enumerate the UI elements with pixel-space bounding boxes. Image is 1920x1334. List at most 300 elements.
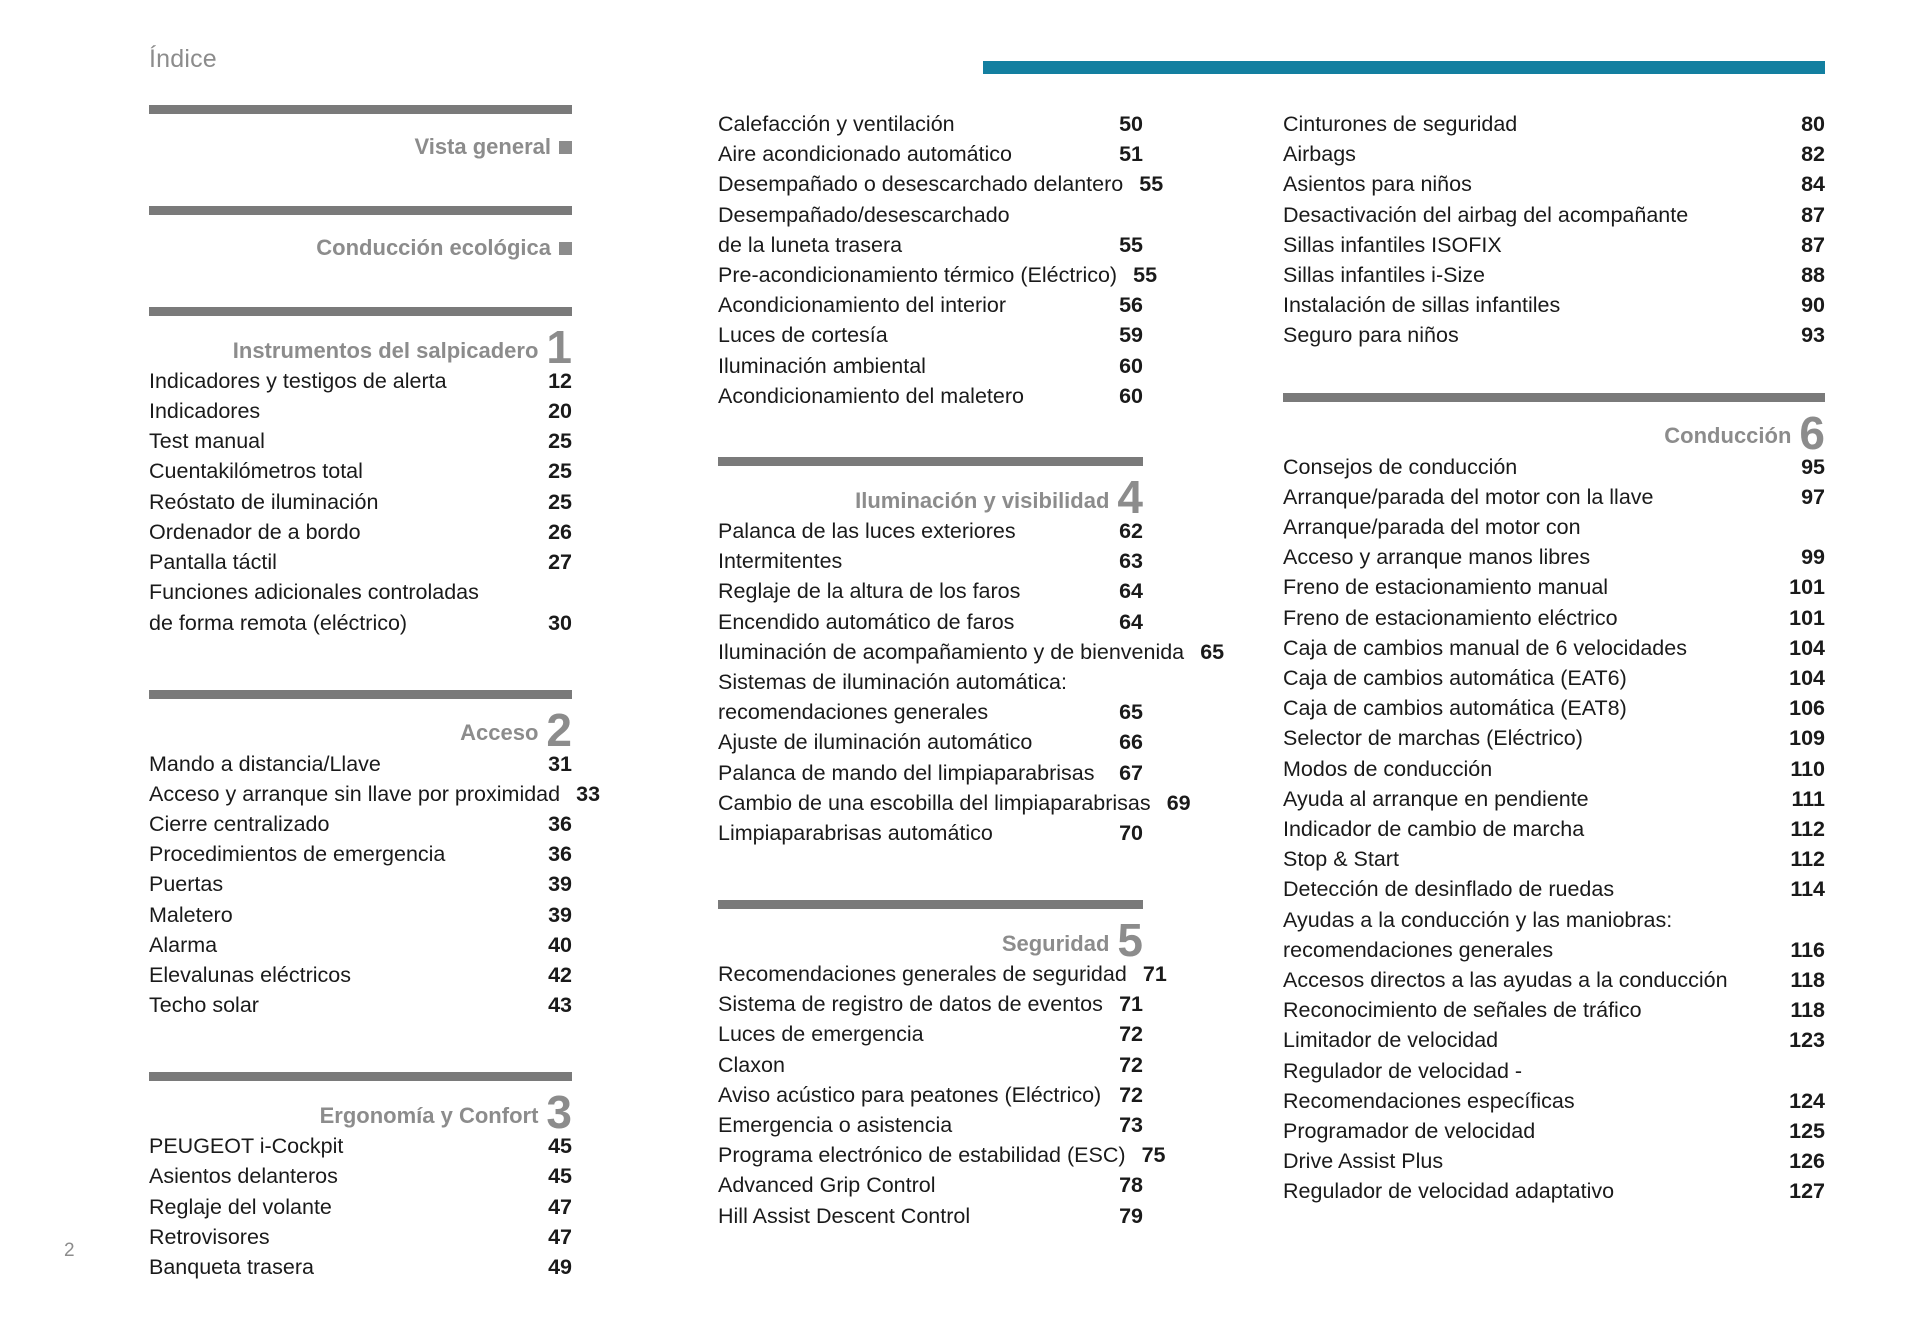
toc-entry[interactable] (1283, 572, 1825, 602)
section-number-badge: 1 (546, 321, 572, 373)
section-title: Conducción ecológica (316, 234, 551, 260)
toc-section (149, 690, 601, 1073)
toc-entry-page-number: 55 (1133, 263, 1158, 288)
toc-entry-label: Programa electrónico de estabilidad (ESC) (718, 1143, 1126, 1168)
toc-entry[interactable] (149, 487, 572, 517)
toc-entry-page-number: 72 (1119, 1022, 1143, 1047)
toc-entry-page-number: 101 (1789, 605, 1825, 630)
toc-entry-label: Consejos de conducción (1283, 454, 1518, 479)
toc-column-2 (718, 105, 1225, 1283)
square-marker-icon (559, 242, 572, 255)
toc-entry-page-number: 25 (548, 489, 572, 514)
toc-entry-label: de la luneta trasera (718, 232, 903, 257)
toc-entry-label: Asientos delanteros (149, 1164, 338, 1189)
toc-entry-label: Ordenador de a bordo (149, 519, 361, 544)
toc-entry-label: Acondicionamiento del interior (718, 293, 1007, 318)
toc-entry[interactable] (1283, 754, 1825, 784)
section-rule (718, 900, 1143, 909)
toc-entry[interactable] (718, 989, 1143, 1019)
toc-entry-page-number: 39 (548, 902, 572, 927)
toc-entry[interactable] (718, 516, 1143, 546)
toc-entry[interactable] (1283, 109, 1825, 139)
toc-entry-label: Programador de velocidad (1283, 1118, 1536, 1143)
toc-entry[interactable] (718, 818, 1143, 848)
toc-entry-page-number: 88 (1801, 263, 1825, 288)
toc-entry-label: Stop & Start (1283, 847, 1399, 872)
toc-entry[interactable] (149, 779, 601, 809)
toc-entry-page-number: 59 (1119, 323, 1143, 348)
toc-entry-label: Ayudas a la conducción y las maniobras: (1283, 907, 1673, 932)
toc-entry[interactable] (149, 517, 572, 547)
toc-entry[interactable] (1283, 874, 1825, 904)
toc-entry[interactable] (149, 608, 572, 638)
toc-entry-page-number: 47 (548, 1194, 572, 1219)
toc-entry[interactable] (1283, 1056, 1825, 1086)
page-title: Índice (149, 45, 217, 73)
toc-entry-page-number: 25 (548, 459, 572, 484)
toc-entry-label: Limitador de velocidad (1283, 1028, 1499, 1053)
toc-entry-label: de forma remota (eléctrico) (149, 610, 408, 635)
toc-entry-page-number: 126 (1789, 1149, 1825, 1174)
toc-entry-page-number: 42 (548, 963, 572, 987)
section-heading[interactable] (149, 321, 572, 373)
toc-entry[interactable] (149, 869, 572, 899)
toc-entry-page-number: 65 (1119, 700, 1143, 725)
toc-entry[interactable] (1283, 542, 1825, 572)
toc-entry-label: Desactivación del airbag del acompañante (1283, 202, 1689, 227)
toc-entry-page-number: 47 (548, 1224, 572, 1249)
toc-entry[interactable] (718, 320, 1143, 350)
section-heading[interactable] (718, 471, 1143, 524)
toc-entry[interactable] (718, 576, 1143, 606)
toc-entry[interactable] (149, 809, 572, 839)
toc-entry-page-number: 20 (548, 399, 572, 424)
toc-entry-label: Techo solar (149, 993, 259, 1018)
section-spacer (149, 638, 572, 690)
toc-entry-label: Procedimientos de emergencia (149, 842, 446, 867)
toc-entry-label: Retrovisores (149, 1224, 270, 1249)
toc-entry-label: Elevalunas eléctricos (149, 963, 351, 987)
toc-entry-page-number: 64 (1119, 609, 1143, 634)
toc-entry-label: Indicador de cambio de marcha (1283, 816, 1585, 841)
toc-entry[interactable] (718, 109, 1143, 139)
toc-entry-label: Acceso y arranque manos libres (1283, 545, 1591, 570)
toc-section (149, 307, 572, 690)
page-header (0, 0, 1920, 100)
toc-entry[interactable] (149, 366, 572, 396)
toc-entry-label: Reglaje del volante (149, 1194, 332, 1219)
toc-entry-label: recomendaciones generales (1283, 937, 1554, 962)
toc-entry-label: Encendido automático de faros (718, 609, 1015, 634)
toc-entry-page-number: 78 (1119, 1173, 1143, 1198)
toc-entry-label: Regulador de velocidad - (1283, 1058, 1523, 1083)
toc-entry-label: Desempañado o desescarchado delantero (718, 172, 1124, 197)
toc-entry-page-number: 79 (1119, 1203, 1143, 1228)
toc-entry[interactable] (1283, 230, 1825, 260)
toc-entry[interactable] (718, 1080, 1143, 1110)
toc-entry-label: Ayuda al arranque en pendiente (1283, 786, 1589, 811)
toc-entry-label: Luces de cortesía (718, 323, 888, 348)
toc-entry-label: Caja de cambios automática (EAT8) (1283, 696, 1627, 721)
toc-entry-list (149, 749, 601, 1021)
toc-entry[interactable] (1283, 169, 1825, 199)
section-heading[interactable] (149, 1086, 572, 1139)
section-title: Acceso (460, 720, 539, 746)
toc-entry-page-number: 99 (1801, 545, 1825, 570)
toc-entry[interactable] (1283, 633, 1825, 663)
toc-entry[interactable] (149, 456, 572, 486)
toc-entry[interactable] (1283, 200, 1825, 230)
toc-entry[interactable] (1283, 693, 1825, 723)
toc-entry-page-number: 69 (1166, 790, 1191, 815)
section-heading[interactable] (149, 225, 572, 259)
toc-entry-page-number: 72 (1119, 1052, 1143, 1077)
toc-entry-page-number: 72 (1119, 1082, 1143, 1107)
toc-entry[interactable] (1283, 814, 1825, 844)
toc-entry-label: Ajuste de iluminación automático (718, 730, 1033, 755)
section-rule (149, 690, 572, 699)
toc-entry-label: Pre-acondicionamiento térmico (Eléctrico) (718, 263, 1118, 288)
toc-entry[interactable] (1283, 935, 1825, 965)
toc-entry-page-number: 60 (1119, 353, 1143, 378)
toc-entry[interactable] (1283, 1086, 1825, 1116)
toc-entry-label: Luces de emergencia (718, 1022, 924, 1047)
toc-entry-page-number: 45 (548, 1164, 572, 1189)
toc-entry[interactable] (1283, 784, 1825, 814)
toc-entry-page-number: 127 (1789, 1179, 1825, 1204)
toc-entry-label: PEUGEOT i-Cockpit (149, 1134, 344, 1159)
toc-entry[interactable] (718, 607, 1143, 637)
toc-entry-list (149, 1131, 572, 1282)
toc-entry[interactable] (718, 1201, 1143, 1231)
toc-entry-label: Reglaje de la altura de los faros (718, 579, 1021, 604)
toc-entry-page-number: 26 (548, 519, 572, 544)
toc-entry-page-number: 36 (548, 842, 572, 867)
toc-entry[interactable] (1283, 1176, 1825, 1206)
toc-entry-label: Cinturones de seguridad (1283, 112, 1518, 136)
section-spacer (149, 1020, 572, 1072)
toc-entry-label: Caja de cambios automática (EAT6) (1283, 665, 1627, 690)
toc-entry[interactable] (718, 1110, 1143, 1140)
toc-entry[interactable] (1283, 663, 1825, 693)
toc-entry-page-number: 64 (1119, 579, 1143, 604)
toc-entry[interactable] (718, 697, 1143, 727)
toc-entry[interactable] (1283, 723, 1825, 753)
toc-entry[interactable] (149, 1192, 572, 1222)
section-heading[interactable] (1283, 406, 1825, 459)
toc-entry[interactable] (718, 381, 1143, 411)
toc-entry[interactable] (718, 1019, 1143, 1049)
toc-entry-page-number: 51 (1119, 142, 1143, 167)
section-title: Ergonomía y Confort (319, 1103, 539, 1129)
toc-entry-page-number: 31 (548, 751, 572, 776)
toc-entry[interactable] (718, 200, 1143, 230)
toc-entry-label: Banqueta trasera (149, 1255, 314, 1280)
toc-entry-label: Intermitentes (718, 549, 843, 574)
toc-entry-label: Drive Assist Plus (1283, 1149, 1444, 1174)
toc-entry[interactable] (1283, 512, 1825, 542)
toc-entry[interactable] (1283, 905, 1825, 935)
toc-section (1283, 109, 1825, 393)
toc-entry[interactable] (149, 839, 572, 869)
section-rule (1283, 393, 1825, 402)
toc-entry-label: Desempañado/desescarchado (718, 202, 1010, 227)
toc-entry-page-number: 87 (1801, 232, 1825, 257)
toc-entry-label: Sistemas de iluminación automática: (718, 669, 1067, 694)
toc-entry-page-number: 118 (1790, 967, 1825, 992)
toc-entry-page-number: 39 (548, 872, 572, 897)
toc-entry[interactable] (1283, 965, 1825, 995)
toc-entry-label: Emergencia o asistencia (718, 1113, 953, 1138)
toc-entry-page-number: 111 (1791, 786, 1825, 811)
toc-entry-label: Palanca de las luces exteriores (718, 518, 1016, 543)
toc-entry-page-number: 123 (1789, 1028, 1825, 1053)
toc-entry[interactable] (149, 960, 572, 990)
section-title: Conducción (1664, 423, 1792, 449)
toc-entry-page-number: 33 (576, 781, 601, 806)
toc-entry-label: Seguro para niños (1283, 323, 1459, 348)
toc-entry[interactable] (149, 396, 572, 426)
toc-entry-page-number: 90 (1801, 293, 1825, 318)
toc-entry-page-number: 73 (1119, 1113, 1143, 1138)
toc-entry-list (718, 109, 1164, 411)
toc-entry[interactable] (718, 758, 1143, 788)
toc-entry-page-number: 93 (1801, 323, 1825, 348)
toc-entry-page-number: 56 (1119, 293, 1143, 318)
toc-entry-label: Test manual (149, 429, 265, 454)
toc-entry[interactable] (149, 749, 572, 779)
section-title: Vista general (414, 133, 551, 159)
toc-entry-page-number: 114 (1790, 877, 1825, 902)
toc-entry[interactable] (718, 230, 1143, 260)
toc-entry-page-number: 30 (548, 610, 572, 635)
toc-entry-page-number: 109 (1789, 726, 1825, 751)
toc-entry-page-number: 110 (1790, 756, 1825, 781)
section-rule (718, 457, 1143, 466)
toc-entry[interactable] (149, 547, 572, 577)
section-heading[interactable] (718, 914, 1143, 967)
toc-entry[interactable] (1283, 995, 1825, 1025)
toc-entry-page-number: 43 (548, 993, 572, 1018)
toc-entry[interactable] (718, 727, 1143, 757)
section-spacer (149, 162, 572, 206)
toc-entry-page-number: 104 (1789, 635, 1825, 660)
toc-section (718, 900, 1167, 1283)
toc-entry-page-number: 104 (1789, 665, 1825, 690)
toc-entry-page-number: 125 (1789, 1118, 1825, 1143)
page-number: 2 (64, 1240, 75, 1261)
toc-entry-label: Cuentakilómetros total (149, 459, 363, 484)
toc-entry-label: recomendaciones generales (718, 700, 989, 725)
section-spacer (149, 263, 572, 307)
toc-entry-page-number: 80 (1801, 112, 1825, 136)
toc-entry[interactable] (1283, 603, 1825, 633)
toc-entry-label: Recomendaciones específicas (1283, 1088, 1575, 1113)
toc-entry-page-number: 118 (1790, 998, 1825, 1023)
toc-entry-page-number: 55 (1139, 172, 1164, 197)
square-marker-icon (559, 141, 572, 154)
toc-entry[interactable] (718, 546, 1143, 576)
section-number-badge: 2 (546, 703, 572, 756)
toc-entry-page-number: 112 (1790, 847, 1825, 872)
section-title: Instrumentos del salpicadero (232, 337, 539, 363)
section-rule (149, 1072, 572, 1081)
toc-entry[interactable] (1283, 139, 1825, 169)
section-number-badge: 5 (1117, 914, 1143, 967)
toc-entry-label: Acceso y arranque sin llave por proximidad (149, 781, 561, 806)
toc-entry[interactable] (1283, 1146, 1825, 1176)
toc-entry-page-number: 71 (1119, 992, 1143, 1017)
toc-entry-label: Hill Assist Descent Control (718, 1203, 971, 1228)
section-number-badge: 4 (1117, 471, 1143, 524)
toc-entry-page-number: 124 (1789, 1088, 1825, 1113)
toc-entry[interactable] (1283, 844, 1825, 874)
toc-entry-page-number: 87 (1801, 202, 1825, 227)
toc-entry-label: Claxon (718, 1052, 785, 1077)
toc-entry-page-number: 101 (1789, 575, 1825, 600)
section-rule (149, 206, 572, 215)
toc-entry-page-number: 63 (1119, 549, 1143, 574)
toc-section (149, 206, 572, 307)
toc-entry-label: Regulador de velocidad adaptativo (1283, 1179, 1615, 1204)
toc-entry[interactable] (149, 1222, 572, 1252)
toc-entry-label: Limpiaparabrisas automático (718, 820, 993, 845)
toc-entry-page-number: 75 (1141, 1143, 1166, 1168)
toc-entry[interactable] (1283, 1116, 1825, 1146)
header-accent-rule (983, 61, 1825, 74)
toc-entry[interactable] (1283, 290, 1825, 320)
toc-entry-page-number: 82 (1801, 142, 1825, 167)
toc-entry[interactable] (149, 990, 572, 1020)
toc-entry-label: Airbags (1283, 142, 1356, 167)
section-number-badge: 3 (546, 1086, 572, 1139)
toc-section (718, 457, 1225, 900)
toc-column-3 (1283, 105, 1825, 1259)
toc-entry[interactable] (718, 1050, 1143, 1080)
toc-entry-page-number: 60 (1119, 383, 1143, 408)
toc-entry[interactable] (149, 1252, 572, 1282)
toc-entry-page-number: 67 (1119, 760, 1143, 785)
toc-entry-label: Indicadores (149, 399, 261, 424)
toc-entry-list (1283, 452, 1825, 1207)
toc-entry-label: Maletero (149, 902, 233, 927)
toc-entry[interactable] (718, 351, 1143, 381)
toc-entry[interactable] (149, 900, 572, 930)
toc-entry-page-number: 112 (1790, 816, 1825, 841)
toc-entry-label: Puertas (149, 872, 224, 897)
toc-entry[interactable] (718, 260, 1158, 290)
toc-entry-page-number: 27 (548, 550, 572, 575)
toc-entry[interactable] (718, 1140, 1166, 1170)
toc-entry[interactable] (149, 1161, 572, 1191)
toc-entry-page-number: 50 (1119, 112, 1143, 136)
toc-entry-page-number: 97 (1801, 484, 1825, 509)
toc-entry-page-number: 36 (548, 811, 572, 836)
toc-entry-page-number: 62 (1119, 518, 1143, 543)
toc-entry[interactable] (1283, 260, 1825, 290)
toc-entry-label: Detección de desinflado de ruedas (1283, 877, 1615, 902)
toc-entry-label: Arranque/parada del motor con (1283, 514, 1581, 539)
toc-entry-label: Palanca de mando del limpiaparabrisas (718, 760, 1095, 785)
section-heading[interactable] (149, 124, 572, 158)
toc-entry[interactable] (718, 1170, 1143, 1200)
toc-entry-label: Accesos directos a las ayudas a la conducción (1283, 967, 1728, 992)
toc-entry-page-number: 95 (1801, 454, 1825, 479)
section-rule (149, 105, 572, 114)
section-spacer (718, 411, 1143, 457)
section-heading[interactable] (149, 703, 572, 756)
toc-entry-label: Selector de marchas (Eléctrico) (1283, 726, 1583, 751)
section-title: Seguridad (1001, 930, 1110, 956)
toc-entry-label: Freno de estacionamiento eléctrico (1283, 605, 1618, 630)
toc-entry[interactable] (1283, 482, 1825, 512)
toc-entry-page-number: 49 (548, 1255, 572, 1280)
toc-entry-page-number: 70 (1119, 820, 1143, 845)
toc-entry-page-number: 45 (548, 1134, 572, 1159)
section-number-badge: 6 (1799, 406, 1825, 459)
toc-entry[interactable] (718, 169, 1164, 199)
toc-entry-label: Aviso acústico para peatones (Eléctrico) (718, 1082, 1102, 1107)
toc-entry-label: Freno de estacionamiento manual (1283, 575, 1609, 600)
toc-entry-label: Indicadores y testigos de alerta (149, 368, 447, 393)
toc-entry-label: Iluminación de acompañamiento y de bienvenida (718, 639, 1185, 664)
section-spacer (718, 848, 1143, 900)
toc-entry[interactable] (718, 290, 1143, 320)
toc-entry-page-number: 65 (1200, 639, 1225, 664)
section-rule (149, 307, 572, 316)
toc-entry-label: Aire acondicionado automático (718, 142, 1013, 167)
toc-entry[interactable] (149, 930, 572, 960)
toc-entry-page-number: 71 (1142, 962, 1167, 987)
section-spacer (149, 1282, 572, 1334)
toc-entry[interactable] (149, 426, 572, 456)
toc-entry-list (718, 959, 1167, 1231)
toc-entry-label: Asientos para niños (1283, 172, 1472, 197)
toc-entry-list (1283, 109, 1825, 351)
toc-entry-label: Reóstato de iluminación (149, 489, 379, 514)
toc-column-1 (149, 105, 601, 1334)
toc-entry-page-number: 40 (548, 932, 572, 957)
toc-entry-page-number: 84 (1801, 172, 1825, 197)
toc-entry-label: Calefacción y ventilación (718, 112, 955, 136)
toc-entry[interactable] (718, 637, 1225, 667)
toc-entry[interactable] (149, 577, 572, 607)
toc-entry[interactable] (149, 1131, 572, 1161)
toc-entry-label: Iluminación ambiental (718, 353, 926, 378)
toc-entry[interactable] (1283, 320, 1825, 350)
toc-entry-list (149, 366, 572, 638)
toc-entry[interactable] (718, 788, 1191, 818)
toc-entry[interactable] (1283, 452, 1825, 482)
toc-entry-label: Instalación de sillas infantiles (1283, 293, 1561, 318)
section-title: Iluminación y visibilidad (855, 487, 1110, 513)
toc-entry-list (718, 516, 1225, 848)
toc-entry[interactable] (718, 959, 1167, 989)
toc-entry[interactable] (1283, 1025, 1825, 1055)
toc-entry-label: Acondicionamiento del maletero (718, 383, 1024, 408)
toc-entry[interactable] (718, 667, 1143, 697)
toc-section (1283, 393, 1825, 1259)
toc-section (149, 1072, 572, 1334)
toc-entry-label: Caja de cambios manual de 6 velocidades (1283, 635, 1687, 660)
toc-entry-label: Cierre centralizado (149, 811, 330, 836)
section-spacer (718, 1231, 1143, 1283)
toc-section (718, 109, 1164, 457)
toc-entry-page-number: 55 (1119, 232, 1143, 257)
toc-entry-page-number: 116 (1790, 937, 1825, 962)
toc-entry[interactable] (718, 139, 1143, 169)
toc-entry-page-number: 12 (548, 368, 572, 393)
